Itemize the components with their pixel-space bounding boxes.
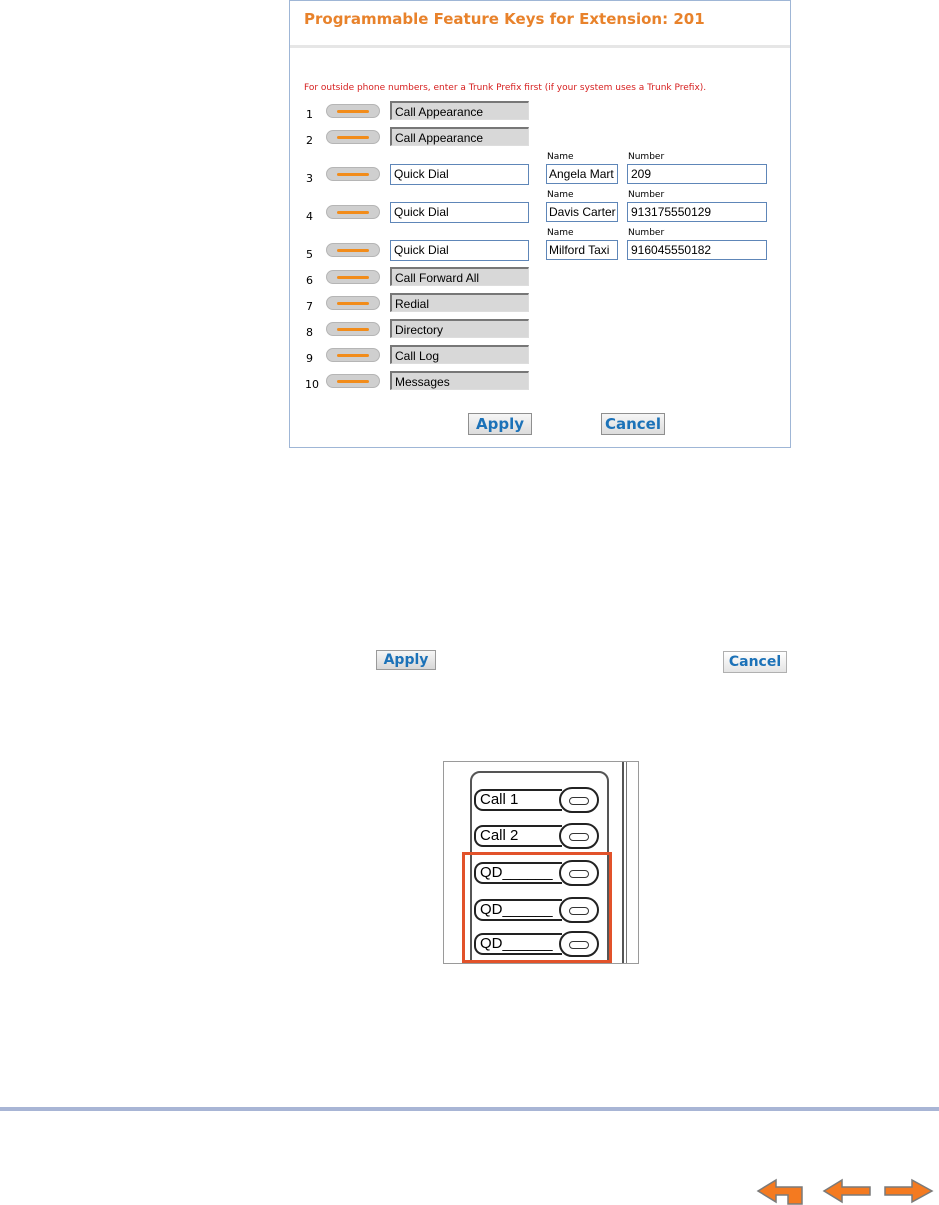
feature-key-icon (326, 322, 380, 336)
feature-key-icon (326, 205, 380, 219)
cancel-button[interactable]: Cancel (601, 413, 665, 435)
quick-dial-name-input[interactable]: Angela Mart (546, 164, 618, 184)
name-label: Name (547, 228, 574, 238)
panel-title: Programmable Feature Keys for Extension: 201 (304, 10, 705, 28)
row-number: 3 (306, 172, 313, 185)
feature-key-icon (326, 104, 380, 118)
footer-divider (0, 1107, 939, 1111)
feature-key-icon (326, 374, 380, 388)
trunk-prefix-note: For outside phone numbers, enter a Trunk Prefix first (if your system uses a Trunk Prefix). (304, 83, 707, 93)
name-label: Name (547, 152, 574, 162)
row-number: 8 (306, 326, 313, 339)
number-label: Number (628, 152, 665, 162)
feature-key-icon (326, 296, 380, 310)
feature-key-row-8 (290, 319, 790, 343)
feature-select[interactable]: Quick Dial (390, 164, 529, 185)
feature-key-row-4 (290, 190, 790, 226)
phone-edge (622, 762, 624, 963)
row-number: 6 (306, 274, 313, 287)
name-label: Name (547, 190, 574, 200)
row-number: 9 (306, 352, 313, 365)
phone-key-1 (474, 789, 598, 813)
feature-keys-panel (289, 0, 791, 448)
feature-select[interactable]: Quick Dial (390, 202, 529, 223)
feature-key-icon (326, 167, 380, 181)
feature-key-icon (326, 270, 380, 284)
feature-key-icon (326, 243, 380, 257)
previous-arrow-icon[interactable] (820, 1178, 874, 1205)
feature-key-row-7 (290, 293, 790, 317)
phone-key-button-icon (559, 787, 599, 813)
quick-dial-name-input[interactable]: Davis Carter (546, 202, 618, 222)
feature-select[interactable]: Call Forward All (390, 267, 529, 286)
feature-key-icon (326, 130, 380, 144)
phone-key-label: Call 2 (474, 825, 562, 847)
quick-dial-number-input[interactable]: 209 (627, 164, 767, 184)
apply-button-inline: Apply (376, 650, 436, 670)
row-number: 4 (306, 210, 313, 223)
feature-key-row-10 (290, 371, 790, 395)
feature-select[interactable]: Quick Dial (390, 240, 529, 261)
phone-key-label: QD______ (474, 899, 562, 921)
quick-dial-highlight-box (462, 852, 612, 963)
phone-key-label: QD______ (474, 862, 562, 884)
phone-key-label: Call 1 (474, 789, 562, 811)
quick-dial-number-input[interactable]: 913175550129 (627, 202, 767, 222)
row-number: 2 (306, 134, 313, 147)
cancel-button-inline: Cancel (723, 651, 787, 673)
quick-dial-number-input[interactable]: 916045550182 (627, 240, 767, 260)
feature-select[interactable]: Call Appearance (390, 127, 529, 146)
next-arrow-icon[interactable] (882, 1178, 936, 1205)
phone-edge (626, 762, 627, 963)
phone-key-button-icon (559, 823, 599, 849)
feature-key-row-9 (290, 345, 790, 369)
feature-key-row-2 (290, 127, 790, 151)
feature-key-row-3 (290, 152, 790, 188)
phone-key-label: QD______ (474, 933, 562, 955)
feature-select[interactable]: Call Appearance (390, 101, 529, 120)
number-label: Number (628, 228, 665, 238)
feature-key-row-5 (290, 228, 790, 264)
apply-button[interactable]: Apply (468, 413, 532, 435)
row-number: 5 (306, 248, 313, 261)
feature-key-row-6 (290, 267, 790, 291)
panel-divider (290, 45, 790, 48)
row-number: 1 (306, 108, 313, 121)
quick-dial-name-input[interactable]: Milford Taxi (546, 240, 618, 260)
feature-select[interactable]: Call Log (390, 345, 529, 364)
phone-key-2 (474, 825, 598, 849)
row-number: 7 (306, 300, 313, 313)
feature-select[interactable]: Messages (390, 371, 529, 390)
row-number: 10 (305, 378, 319, 391)
feature-key-icon (326, 348, 380, 362)
feature-select[interactable]: Redial (390, 293, 529, 312)
feature-select[interactable]: Directory (390, 319, 529, 338)
return-arrow-icon[interactable] (754, 1178, 808, 1205)
number-label: Number (628, 190, 665, 200)
feature-key-row-1 (290, 101, 790, 125)
